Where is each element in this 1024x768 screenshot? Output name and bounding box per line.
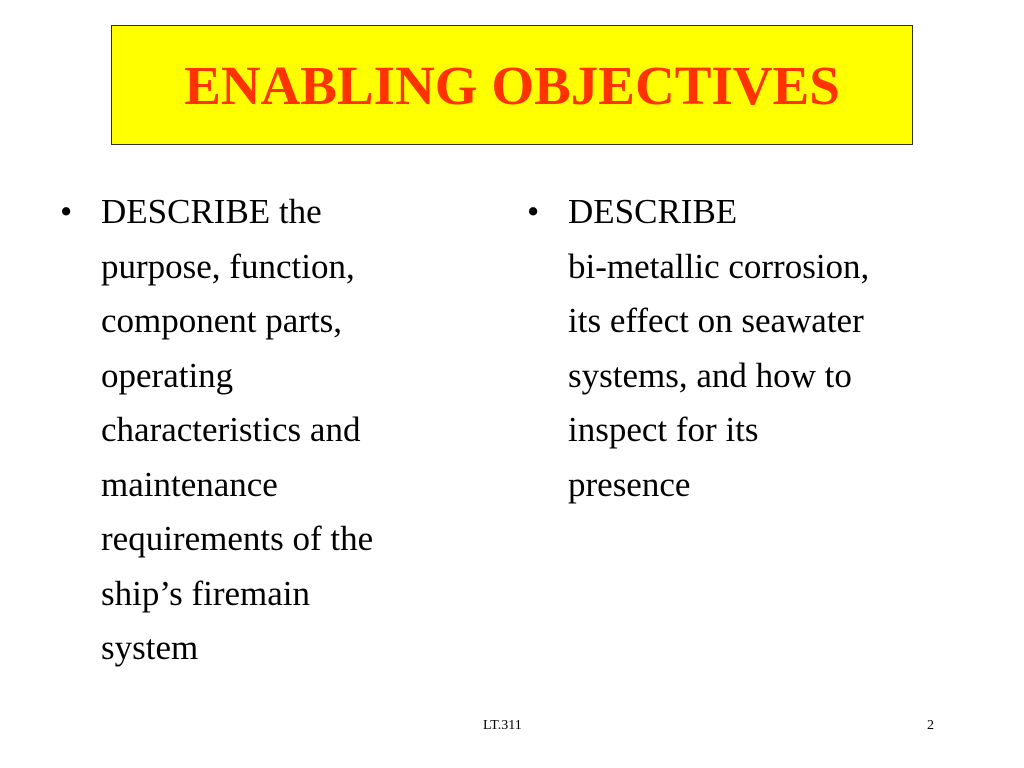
left-bullet-line: component parts, — [101, 301, 343, 340]
left-bullet-line: requirements of the — [101, 519, 374, 558]
left-bullet-line: operating — [101, 355, 234, 395]
left-bullet-item — [60, 185, 480, 676]
page-number: 2 — [927, 718, 934, 733]
right-column — [527, 185, 967, 512]
title-banner — [111, 25, 913, 145]
slide-title: ENABLING OBJECTIVES — [184, 54, 840, 116]
left-bullet-line: DESCRIBE the — [101, 192, 322, 231]
right-bullet-line: systems, and how to — [568, 355, 852, 395]
left-bullet-line: characteristics and — [101, 410, 361, 449]
bullet-icon: • — [60, 192, 73, 231]
left-bullet-line: maintenance — [101, 464, 278, 504]
right-bullet-item — [527, 185, 967, 512]
left-bullet-line: ship’s firemain — [101, 573, 310, 613]
left-column — [60, 185, 480, 676]
bullet-icon: • — [527, 192, 540, 231]
left-bullet-line: purpose, function, — [101, 246, 355, 286]
left-bullet-text — [101, 185, 373, 676]
right-bullet-line: bi-metallic corrosion, — [568, 246, 870, 286]
right-bullet-text — [568, 185, 869, 512]
right-bullet-line: presence — [568, 464, 691, 504]
right-bullet-line: inspect for its — [568, 410, 759, 449]
right-bullet-line: DESCRIBE — [568, 192, 738, 231]
right-bullet-line: its effect on seawater — [568, 301, 864, 340]
left-bullet-line: system — [101, 628, 199, 667]
footer-course-code: LT.311 — [483, 718, 522, 733]
